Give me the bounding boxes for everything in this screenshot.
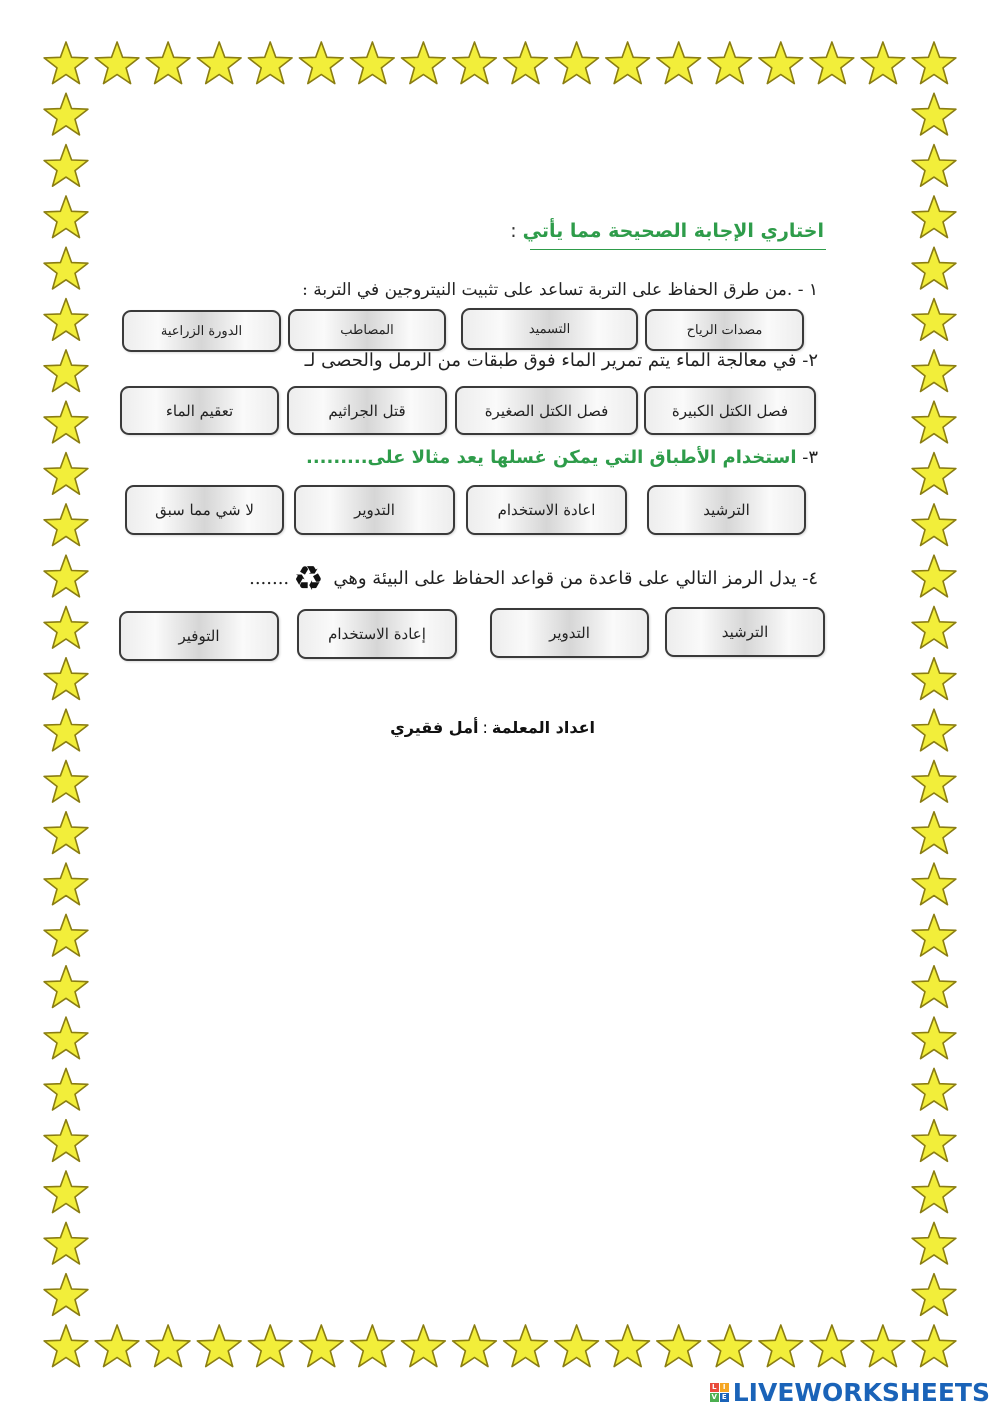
q1-option-3[interactable]: المصاطب xyxy=(288,309,446,351)
star-icon xyxy=(44,42,88,84)
question-1-text: ١ - .من طرق الحفاظ على التربة تساعد على تثبيت النيتروجين في التربة : xyxy=(302,280,818,300)
question-3-number: ٣- xyxy=(802,447,818,468)
star-icon xyxy=(657,1325,701,1367)
star-icon xyxy=(912,1017,956,1059)
star-icon xyxy=(912,761,956,803)
star-icon xyxy=(912,1171,956,1213)
star-icon xyxy=(912,247,956,289)
star-icon xyxy=(197,42,241,84)
title-underline xyxy=(530,249,826,250)
q3-option-2[interactable]: اعادة الاستخدام xyxy=(466,485,627,535)
star-icon xyxy=(912,812,956,854)
star-icon xyxy=(44,453,88,495)
star-icon xyxy=(44,1222,88,1264)
star-icon xyxy=(197,1325,241,1367)
star-icon xyxy=(44,812,88,854)
star-icon xyxy=(504,1325,548,1367)
star-icon xyxy=(504,42,548,84)
star-icon xyxy=(402,42,446,84)
star-icon xyxy=(44,1017,88,1059)
logo-letter: V xyxy=(711,1393,717,1401)
star-icon xyxy=(95,42,139,84)
star-icon xyxy=(606,1325,650,1367)
worksheet-title xyxy=(510,220,824,242)
star-icon xyxy=(44,401,88,443)
author-label: اعداد المعلمة xyxy=(491,718,595,737)
author-credit xyxy=(390,718,595,737)
question-4-body: ٤- يدل الرمز التالي على قاعدة من قواعد الحفاظ على البيئة وهي xyxy=(333,568,818,589)
logo-letter: E xyxy=(720,1393,729,1402)
star-icon xyxy=(453,42,497,84)
star-icon xyxy=(299,1325,343,1367)
question-3-text xyxy=(306,447,818,468)
q2-option-2[interactable]: فصل الكتل الصغيرة xyxy=(455,386,638,435)
liveworksheets-logo xyxy=(710,1378,990,1407)
star-icon xyxy=(759,1325,803,1367)
star-icon xyxy=(912,1120,956,1162)
star-icon xyxy=(44,1120,88,1162)
star-icon xyxy=(912,1068,956,1110)
star-icon xyxy=(402,1325,446,1367)
star-icon xyxy=(810,42,854,84)
q4-option-4[interactable]: التوفير xyxy=(119,611,279,661)
star-icon xyxy=(95,1325,139,1367)
star-icon xyxy=(606,42,650,84)
title-text: اختاري الإجابة الصحيحة مما يأتي xyxy=(522,220,824,242)
star-icon xyxy=(708,1325,752,1367)
star-icon xyxy=(912,1274,956,1316)
star-icon xyxy=(44,966,88,1008)
star-icon xyxy=(912,42,956,84)
star-icon xyxy=(351,1325,395,1367)
star-icon xyxy=(912,966,956,1008)
star-icon xyxy=(248,1325,292,1367)
star-icon xyxy=(146,42,190,84)
star-icon xyxy=(44,299,88,341)
star-icon xyxy=(912,1325,956,1367)
star-icon xyxy=(453,1325,497,1367)
q4-option-1[interactable]: الترشيد xyxy=(665,607,825,657)
star-icon xyxy=(912,196,956,238)
star-icon xyxy=(299,42,343,84)
star-icon xyxy=(912,350,956,392)
star-icon xyxy=(44,145,88,187)
star-icon xyxy=(912,145,956,187)
star-icon xyxy=(555,42,599,84)
star-icon xyxy=(759,42,803,84)
q2-option-1[interactable]: فصل الكتل الكبيرة xyxy=(644,386,816,435)
logo-letter: I xyxy=(720,1383,729,1392)
question-4-text xyxy=(249,559,818,599)
star-icon xyxy=(44,863,88,905)
star-icon xyxy=(912,401,956,443)
star-icon xyxy=(912,1222,956,1264)
q1-option-4[interactable]: الدورة الزراعية xyxy=(122,310,281,352)
question-3-body: استخدام الأطباق التي يمكن غسلها يعد مثالا على......... xyxy=(306,447,797,468)
star-icon xyxy=(912,93,956,135)
star-icon xyxy=(657,42,701,84)
star-icon xyxy=(912,658,956,700)
star-icon xyxy=(44,504,88,546)
star-icon xyxy=(44,350,88,392)
logo-letter: L xyxy=(710,1383,719,1392)
q3-option-1[interactable]: الترشيد xyxy=(647,485,806,535)
star-icon xyxy=(44,607,88,649)
author-name: أمل فقيري xyxy=(390,718,479,737)
star-icon xyxy=(44,1325,88,1367)
star-icon xyxy=(44,93,88,135)
star-icon xyxy=(44,658,88,700)
star-icon xyxy=(44,761,88,803)
q1-option-1[interactable]: مصدات الرياح xyxy=(645,309,804,351)
star-icon xyxy=(912,607,956,649)
star-icon xyxy=(146,1325,190,1367)
star-icon xyxy=(708,42,752,84)
star-icon xyxy=(861,42,905,84)
star-icon xyxy=(912,709,956,751)
star-icon xyxy=(555,1325,599,1367)
star-icon xyxy=(351,42,395,84)
q2-option-4[interactable]: تعقيم الماء xyxy=(120,386,279,435)
star-icon xyxy=(912,863,956,905)
question-4-dots: ....... xyxy=(249,568,290,589)
star-icon xyxy=(248,42,292,84)
star-icon xyxy=(44,196,88,238)
star-icon xyxy=(912,555,956,597)
star-icon xyxy=(44,1068,88,1110)
star-icon xyxy=(44,247,88,289)
star-icon xyxy=(912,914,956,956)
q1-option-2[interactable]: التسميد xyxy=(461,308,638,350)
brand-name: LIVEWORKSHEETS xyxy=(732,1378,990,1407)
title-colon: : xyxy=(510,220,517,242)
star-icon xyxy=(44,709,88,751)
q4-option-3[interactable]: إعادة الاستخدام xyxy=(297,609,457,659)
star-icon xyxy=(861,1325,905,1367)
recycle-icon: ♻ xyxy=(293,559,324,599)
star-icon xyxy=(44,1274,88,1316)
star-icon xyxy=(44,555,88,597)
star-icon xyxy=(44,1171,88,1213)
question-2-text: ٢- في معالجة الماء يتم تمرير الماء فوق طبقات من الرمل والحصى لـ xyxy=(304,350,818,371)
logo-mark-icon xyxy=(710,1383,729,1402)
q3-option-3[interactable]: التدوير xyxy=(294,485,455,535)
star-icon xyxy=(912,453,956,495)
star-icon xyxy=(44,914,88,956)
q2-option-3[interactable]: قتل الجراثيم xyxy=(287,386,447,435)
q3-option-4[interactable]: لا شي مما سبق xyxy=(125,485,284,535)
star-icon xyxy=(810,1325,854,1367)
star-icon xyxy=(912,504,956,546)
q4-option-2[interactable]: التدوير xyxy=(490,608,649,658)
star-icon xyxy=(912,299,956,341)
author-separator: : xyxy=(482,718,488,737)
